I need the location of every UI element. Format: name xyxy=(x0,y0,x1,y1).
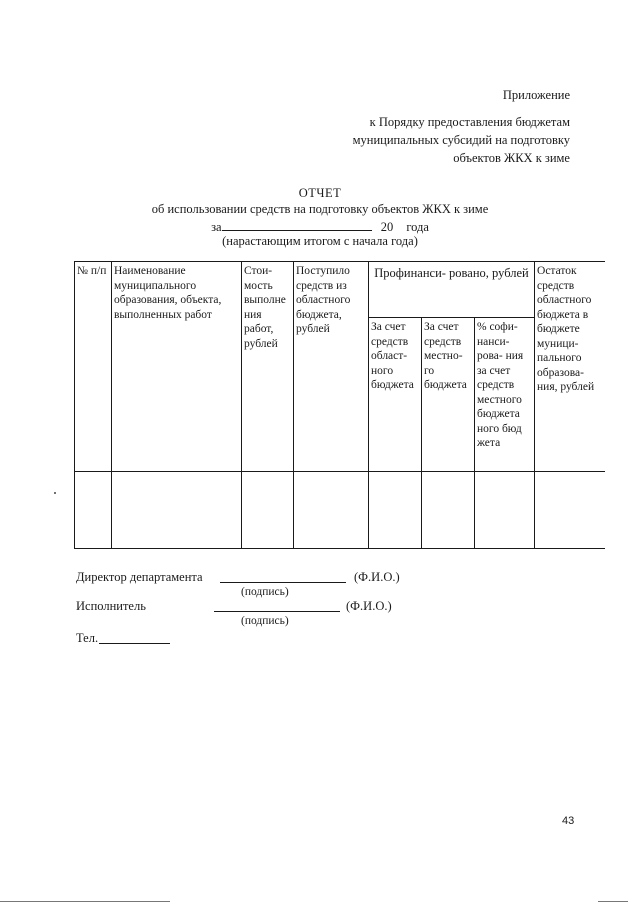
report-table xyxy=(74,261,605,549)
header-name: Наименование муниципального образования, объекта, выполненных работ xyxy=(112,262,242,472)
executor-signature-line xyxy=(214,611,340,612)
scan-edge-line xyxy=(598,901,628,902)
phone-label: Тел. xyxy=(76,631,99,645)
cumulative-note: (нарастающим итогом с начала года) xyxy=(222,234,418,248)
scan-mark xyxy=(54,492,56,494)
executor-fio: (Ф.И.О.) xyxy=(346,599,392,613)
period-year: 20 xyxy=(380,220,394,234)
director-signature-line xyxy=(220,582,346,583)
appendix-line: муниципальных субсидий на подготовку xyxy=(352,133,570,147)
appendix-title: Приложение xyxy=(502,88,570,102)
header-received: Поступило средств из областного бюджета, рублей xyxy=(294,262,369,472)
header-fin-regional: За счет средств област- ного бюджета xyxy=(369,318,422,472)
period-suffix: года xyxy=(406,220,429,234)
report-title: ОТЧЕТ xyxy=(298,186,342,200)
phone-line xyxy=(99,643,170,644)
header-fin-local: За счет средств местно- го бюджета xyxy=(422,318,475,472)
table-cell xyxy=(294,472,369,549)
director-signature-caption: (подпись) xyxy=(241,586,289,598)
appendix-line: к Порядку предоставления бюджетам xyxy=(369,115,570,129)
report-subtitle: об использовании средств на подготовку объектов ЖКХ к зиме xyxy=(151,202,489,216)
executor-label: Исполнитель xyxy=(76,599,146,613)
director-label: Директор департамента xyxy=(76,570,203,584)
table-cell xyxy=(475,472,535,549)
period-prefix: за xyxy=(211,220,222,234)
table-cell xyxy=(242,472,294,549)
header-financed: Профинанси- ровано, рублей xyxy=(369,262,535,318)
page-number: 43 xyxy=(562,815,575,827)
executor-signature-caption: (подпись) xyxy=(241,615,289,627)
table-row xyxy=(75,472,605,549)
report-period xyxy=(0,219,640,235)
header-cost: Стои- мость выполне ния работ, рублей xyxy=(242,262,294,472)
header-num: № п/п xyxy=(75,262,112,472)
header-balance: Остаток средств областного бюджета в бюджете муници- пального образова- ния, рублей xyxy=(535,262,605,472)
table-cell xyxy=(75,472,112,549)
director-fio: (Ф.И.О.) xyxy=(354,570,400,584)
appendix-line: объектов ЖКХ к зиме xyxy=(453,151,570,165)
table-cell xyxy=(112,472,242,549)
header-fin-percent: % софи- нанси- рова- ния за счет средств местного бюджета ного бюд жета xyxy=(475,318,535,472)
table-cell xyxy=(535,472,605,549)
period-blank xyxy=(222,219,372,231)
appendix-reference xyxy=(353,113,570,167)
table-cell xyxy=(369,472,422,549)
table-cell xyxy=(422,472,475,549)
scan-edge-line xyxy=(0,901,170,902)
